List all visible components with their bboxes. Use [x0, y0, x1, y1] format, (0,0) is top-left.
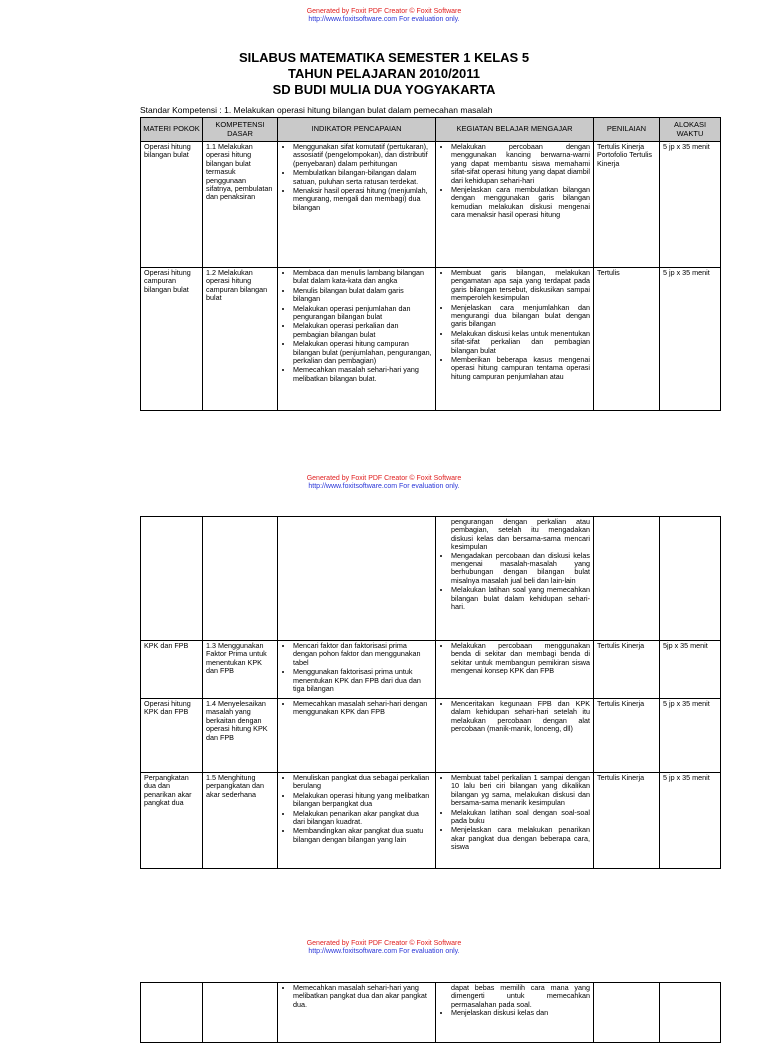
kegiatan-item: • Menjelaskan cara melakukan penarikan akar pangkat dua dengan beberapa cara, siswa	[451, 826, 590, 851]
cell-penilaian	[594, 517, 660, 641]
indikator-item: • Melakukan operasi hitung campuran bilangan bulat (penjumlahan, pengurangan, perkalian dan pembagian)	[293, 340, 432, 365]
cell-penilaian: Tertulis Kinerja	[594, 699, 660, 773]
watermark-line2: http://www.foxitsoftware.com For evaluation only.	[308, 948, 460, 955]
cell-indikator	[278, 699, 436, 773]
cell-indikator	[278, 268, 436, 411]
indikator-item: • Membaca dan menulis lambang bilangan bulat dalam kata-kata dan angka	[293, 269, 432, 286]
kegiatan-item: • Menjelaskan cara membulatkan bilangan dengan menggunakan garis bilangan kemudian melakukan diskusi mengenai cara menaksir hasil operasi hitung	[451, 186, 590, 220]
cell-alokasi: 5 jp x 35 menit	[660, 268, 721, 411]
syllabus-table-page3	[140, 982, 721, 1043]
cell-kompetensi	[203, 517, 278, 641]
cell-kompetensi: 1.3 Menggunakan Faktor Prima untuk menentukan KPK dan FPB	[203, 641, 278, 699]
watermark-line2: http://www.foxitsoftware.com For evaluation only.	[308, 483, 460, 490]
indikator-item: • Melakukan operasi perkalian dan pembagian bilangan bulat	[293, 322, 432, 339]
cell-kompetensi: 1.1 Melakukan operasi hitung bilangan bulat termasuk penggunaan sifatnya, pembulatan dan penaksiran	[203, 142, 278, 268]
table-row	[141, 699, 721, 773]
kegiatan-item: • Melakukan diskusi kelas untuk menentukan sifat-sifat perkalian dan pembagian bilangan bulat	[451, 330, 590, 355]
kegiatan-item: • Menjelaskan diskusi kelas dan	[451, 1009, 590, 1017]
indikator-item: • Menulis bilangan bulat dalam garis bilangan	[293, 287, 432, 304]
kegiatan-item: • Memberikan beberapa kasus mengenai operasi hitung campuran tentama operasi hitung campuran penjumlahan atau	[451, 356, 590, 381]
indikator-item: • Memecahkan masalah sehari-hari yang melibatkan bilangan bulat.	[293, 366, 432, 383]
title-line2: TAHUN PELAJARAN 2010/2011	[288, 66, 480, 81]
table-row	[141, 517, 721, 641]
cell-penilaian: Tertulis Kinerja Portofolio Tertulis Kinerja	[594, 142, 660, 268]
cell-kegiatan	[436, 773, 594, 869]
cell-alokasi: 5 jp x 35 menit	[660, 773, 721, 869]
table-row	[141, 142, 721, 268]
cell-alokasi	[660, 983, 721, 1043]
indikator-item: • Menggunakan sifat komutatif (pertukaran), assosiatif (pengelompokan), dan distributif (penyebaran) dalam perhitungan	[293, 143, 432, 168]
cell-kegiatan	[436, 142, 594, 268]
watermark-line1: Generated by Foxit PDF Creator © Foxit Software	[306, 940, 462, 947]
indikator-item: • Mencari faktor dan faktorisasi prima dengan pohon faktor dan menggunakan tabel	[293, 642, 432, 667]
table-row	[141, 983, 721, 1043]
table-row	[141, 268, 721, 411]
cell-alokasi: 5 jp x 35 menit	[660, 699, 721, 773]
indikator-item: • Menaksir hasil operasi hitung (menjumlah, mengurang, mengali dan membagi) dua bilangan	[293, 187, 432, 212]
cell-kegiatan	[436, 517, 594, 641]
kegiatan-item: • Melakukan latihan soal yang memecahkan bilangan bulat dalam kehidupan sehari-hari.	[451, 586, 590, 611]
indikator-item: • Menuliskan pangkat dua sebagai perkalian berulang	[293, 774, 432, 791]
cell-penilaian: Tertulis Kinerja	[594, 773, 660, 869]
watermark-line2: http://www.foxitsoftware.com For evaluation only.	[308, 16, 460, 23]
cell-alokasi: 5jp x 35 menit	[660, 641, 721, 699]
watermark-2	[0, 475, 768, 491]
indikator-item: • Membulatkan bilangan-bilangan dalam satuan, puluhan serta ratusan terdekat.	[293, 169, 432, 186]
indikator-item: • Melakukan penarikan akar pangkat dua dari bilangan kuadrat.	[293, 810, 432, 827]
kegiatan-continued: dapat bebas memilih cara mana yang dimengerti untuk memecahkan permasalahan pada soal.	[451, 983, 590, 1009]
cell-materi: Operasi hitung bilangan bulat	[141, 142, 203, 268]
cell-kegiatan	[436, 641, 594, 699]
cell-penilaian: Tertulis Kinerja	[594, 641, 660, 699]
kegiatan-item: • Melakukan latihan soal dengan soal-soal pada buku	[451, 809, 590, 826]
watermark-3	[0, 940, 768, 956]
indikator-item: • Memecahkan masalah sehari-hari dengan menggunakan KPK dan FPB	[293, 700, 432, 717]
cell-materi	[141, 517, 203, 641]
cell-indikator	[278, 517, 436, 641]
syllabus-table-page1	[140, 117, 721, 411]
indikator-item: • Melakukan operasi penjumlahan dan pengurangan bilangan bulat	[293, 305, 432, 322]
watermark-line1: Generated by Foxit PDF Creator © Foxit Software	[306, 475, 462, 482]
cell-indikator	[278, 773, 436, 869]
cell-alokasi: 5 jp x 35 menit	[660, 142, 721, 268]
header-penilaian: PENILAIAN	[594, 118, 660, 142]
header-kegiatan: KEGIATAN BELAJAR MENGAJAR	[436, 118, 594, 142]
cell-kompetensi: 1.2 Melakukan operasi hitung campuran bilangan bulat	[203, 268, 278, 411]
cell-materi: Operasi hitung campuran bilangan bulat	[141, 268, 203, 411]
indikator-item: • Melakukan operasi hitung yang melibatkan bilangan berpangkat dua	[293, 792, 432, 809]
cell-kegiatan	[436, 983, 594, 1043]
table-row	[141, 641, 721, 699]
cell-penilaian	[594, 983, 660, 1043]
header-materi: MATERI POKOK	[141, 118, 203, 142]
kegiatan-item: • Melakukan percobaan menggunakan benda di sekitar dan membagi benda di sekitar untuk membangun pemikiran siswa mengenai konsep KPK dan FPB	[451, 642, 590, 676]
indikator-item: • Membandingkan akar pangkat dua suatu bilangan dengan bilangan yang lain	[293, 827, 432, 844]
cell-materi: Operasi hitung KPK dan FPB	[141, 699, 203, 773]
standar-kompetensi: Standar Kompetensi : 1. Melakukan operasi hitung bilangan bulat dalam pemecahan masalah	[140, 105, 493, 115]
kegiatan-item: • Menjelaskan cara menjumlahkan dan mengurangi dua bilangan bulat dengan garis bilangan	[451, 304, 590, 329]
watermark-line1: Generated by Foxit PDF Creator © Foxit Software	[306, 8, 462, 15]
title-line1: SILABUS MATEMATIKA SEMESTER 1 KELAS 5	[238, 50, 530, 65]
cell-indikator	[278, 142, 436, 268]
title-line3: SD BUDI MULIA DUA YOGYAKARTA	[272, 82, 496, 97]
cell-alokasi	[660, 517, 721, 641]
kegiatan-item: • Mengadakan percobaan dan diskusi kelas mengenai masalah-masalah yang berhubungan dengan bilangan bulat misalnya masalah jual beli dan lain-lain	[451, 552, 590, 586]
cell-kompetensi: 1.4 Menyelesaikan masalah yang berkaitan dengan operasi hitung KPK dan FPB	[203, 699, 278, 773]
header-indikator: INDIKATOR PENCAPAIAN	[278, 118, 436, 142]
kegiatan-continued: pengurangan dengan perkalian atau pembagian, setelah itu mengadakan diskusi kelas dan bersama-sama mencari kesimpulan	[451, 517, 590, 552]
cell-materi: Perpangkatan dua dan penarikan akar pangkat dua	[141, 773, 203, 869]
header-alokasi: ALOKASI WAKTU	[660, 118, 721, 142]
cell-kegiatan	[436, 268, 594, 411]
indikator-item: • Memecahkan masalah sehari-hari yang melibatkan pangkat dua dan akar pangkat dua.	[293, 984, 432, 1009]
kegiatan-item: • Membuat tabel perkalian 1 sampai dengan 10 lalu beri ciri bilangan yang dikalikan bilangan yg sama, melakukan diskusi dan bersama-sama menarik kesimpulan	[451, 774, 590, 808]
cell-materi: KPK dan FPB	[141, 641, 203, 699]
cell-indikator	[278, 983, 436, 1043]
kegiatan-item: • Menceritakan kegunaan FPB dan KPK dalam kehidupan sehari-hari setelah itu melakukan percobaan dengan alat percobaan (manik-manik, lonceng, dll)	[451, 700, 590, 734]
cell-penilaian: Tertulis	[594, 268, 660, 411]
cell-indikator	[278, 641, 436, 699]
kegiatan-item: • Melakukan percobaan dengan menggunakan kancing berwarna-warni yang dapat membantu siswa memahami sifat-sifat operasi hitung yang dapat diambil dari kehidupan sehari-hari	[451, 143, 590, 185]
indikator-item: • Menggunakan faktorisasi prima untuk menentukan KPK dan FPB dari dua dan tiga bilangan	[293, 668, 432, 693]
table-row	[141, 773, 721, 869]
kegiatan-item: • Membuat garis bilangan, melakukan pengamatan apa saja yang terdapat pada garis bilangan tersebut, diskusikan sampai memperoleh kesimpulan	[451, 269, 590, 303]
cell-kegiatan	[436, 699, 594, 773]
watermark-1	[0, 8, 768, 24]
cell-materi	[141, 983, 203, 1043]
header-kompetensi: KOMPETENSI DASAR	[203, 118, 278, 142]
syllabus-table-page2	[140, 516, 721, 869]
cell-kompetensi	[203, 983, 278, 1043]
cell-kompetensi: 1.5 Menghitung perpangkatan dan akar sederhana	[203, 773, 278, 869]
